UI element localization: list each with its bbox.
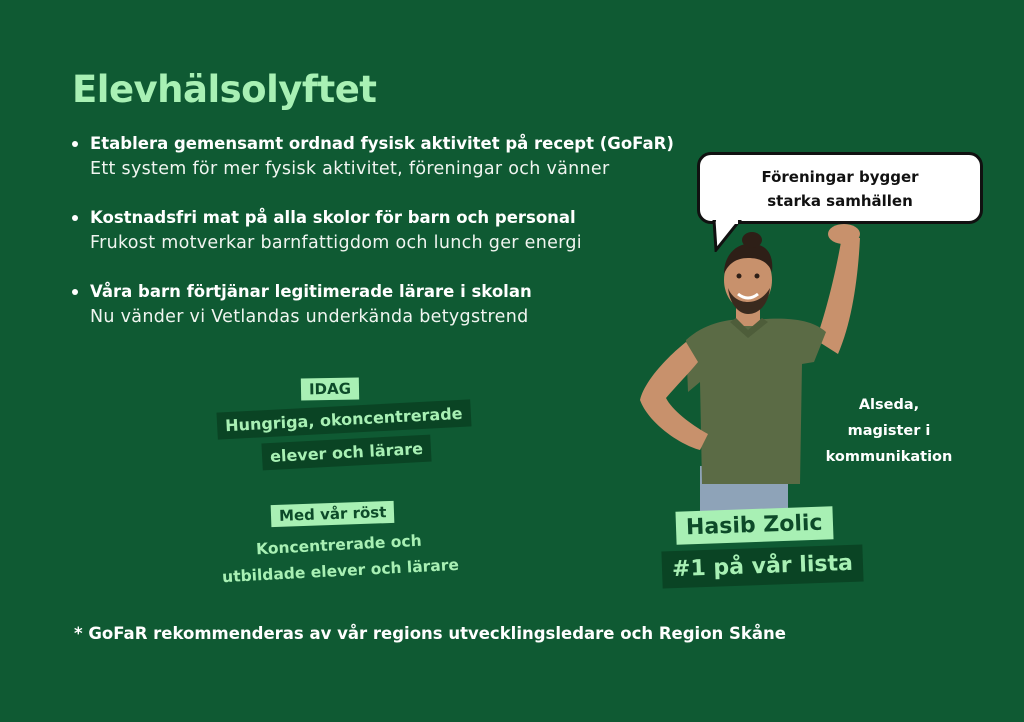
bullet-heading: Våra barn förtjänar legitimerade lärare i skolan bbox=[90, 282, 532, 301]
candidate-photo bbox=[630, 222, 870, 522]
bullet-item bbox=[72, 206, 692, 256]
today-line-1: Hungriga, okoncentrerade bbox=[216, 399, 471, 439]
bullet-heading: Kostnadsfri mat på alla skolor för barn och personal bbox=[90, 208, 576, 227]
page-title: Elevhälsolyftet bbox=[72, 68, 377, 111]
candidate-info bbox=[822, 392, 956, 470]
with-vote-line-2: utbildade elever och lärare bbox=[221, 555, 460, 587]
bullet-text: Frukost motverkar barnfattigdom och lunch ger energi bbox=[90, 233, 582, 253]
bullet-dot-icon bbox=[72, 215, 78, 221]
bullet-text: Nu vänder vi Vetlandas underkända betygstrend bbox=[90, 307, 529, 327]
bullet-item bbox=[72, 280, 692, 330]
bullet-dot-icon bbox=[72, 141, 78, 147]
footnote: * GoFaR rekommenderas av vår regions utvecklingsledare och Region Skåne bbox=[74, 624, 786, 643]
candidate-info-line-1: Alseda, bbox=[858, 397, 920, 413]
speech-bubble-line-2: starka samhällen bbox=[767, 192, 913, 210]
candidate-info-line-2: magister i bbox=[847, 423, 931, 439]
candidate-name: Hasib Zolic bbox=[675, 506, 833, 544]
speech-bubble bbox=[697, 152, 983, 224]
bullet-text: Ett system för mer fysisk aktivitet, föreningar och vänner bbox=[90, 159, 610, 179]
bullet-dot-icon bbox=[72, 289, 78, 295]
bullet-heading: Etablera gemensamt ordnad fysisk aktivitet på recept (GoFaR) bbox=[90, 134, 674, 153]
with-vote-line-1: Koncentrerade och bbox=[255, 531, 423, 559]
bullet-item bbox=[72, 132, 692, 182]
today-label: IDAG bbox=[301, 377, 359, 400]
with-vote-label: Med vår röst bbox=[271, 501, 395, 527]
candidate-rank: #1 på vår lista bbox=[661, 545, 863, 589]
candidate-info-line-3: kommunikation bbox=[825, 449, 953, 465]
speech-bubble-line-1: Föreningar bygger bbox=[761, 168, 919, 186]
today-line-2: elever och lärare bbox=[261, 435, 431, 471]
bullet-list bbox=[72, 132, 692, 354]
